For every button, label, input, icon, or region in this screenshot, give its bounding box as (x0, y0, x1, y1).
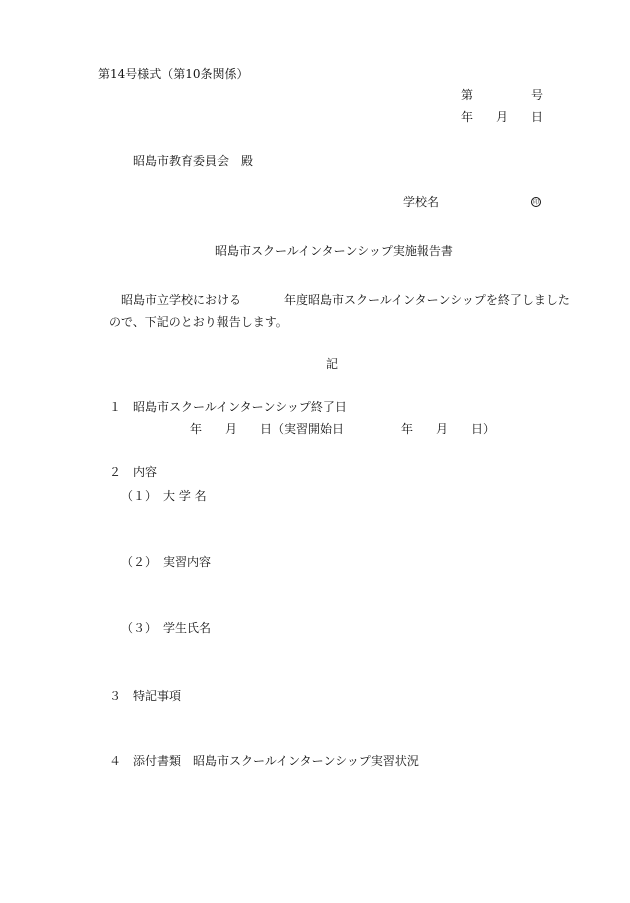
item-2-heading: ２ 内容 (109, 465, 158, 479)
school-name-label: 学校名 (403, 195, 440, 209)
item-2-sub-2: （２） 実習内容 (121, 555, 212, 569)
item-1-start-month: 月 (436, 422, 449, 436)
doc-number-prefix: 第 (461, 88, 474, 102)
seal-icon: 印 (532, 199, 539, 206)
item-3-heading: ３ 特記事項 (109, 689, 182, 703)
date-year-label: 年 (461, 110, 474, 124)
body-line-1-start: 昭島市立学校における (121, 293, 242, 307)
item-4-heading: ４ 添付書類 昭島市スクールインターンシップ実習状況 (109, 754, 419, 768)
item-1-end-month: 月 (225, 422, 238, 436)
addressee: 昭島市教育委員会 殿 (133, 154, 254, 168)
doc-number-suffix: 号 (531, 88, 544, 102)
item-1-heading: １ 昭島市スクールインターンシップ終了日 (109, 400, 347, 414)
body-line-1-end: 年度昭島市スクールインターンシップを終了しました (284, 293, 570, 307)
document-title: 昭島市スクールインターンシップ実施報告書 (215, 244, 453, 258)
item-1-start-year: 年 (401, 422, 414, 436)
body-line-2: ので、下記のとおり報告します。 (109, 315, 288, 329)
ki-heading: 記 (326, 357, 339, 371)
date-day-label: 日 (531, 110, 544, 124)
item-1-end-day-and-start-label: 日（実習開始日 (260, 422, 345, 436)
form-label: 第14号様式（第10条関係） (98, 67, 249, 81)
date-month-label: 月 (496, 110, 509, 124)
item-1-end-year: 年 (190, 422, 203, 436)
item-2-sub-3: （３） 学生氏名 (121, 621, 212, 635)
item-1-start-day: 日） (471, 422, 496, 436)
item-2-sub-1: （１） 大 学 名 (121, 489, 207, 503)
